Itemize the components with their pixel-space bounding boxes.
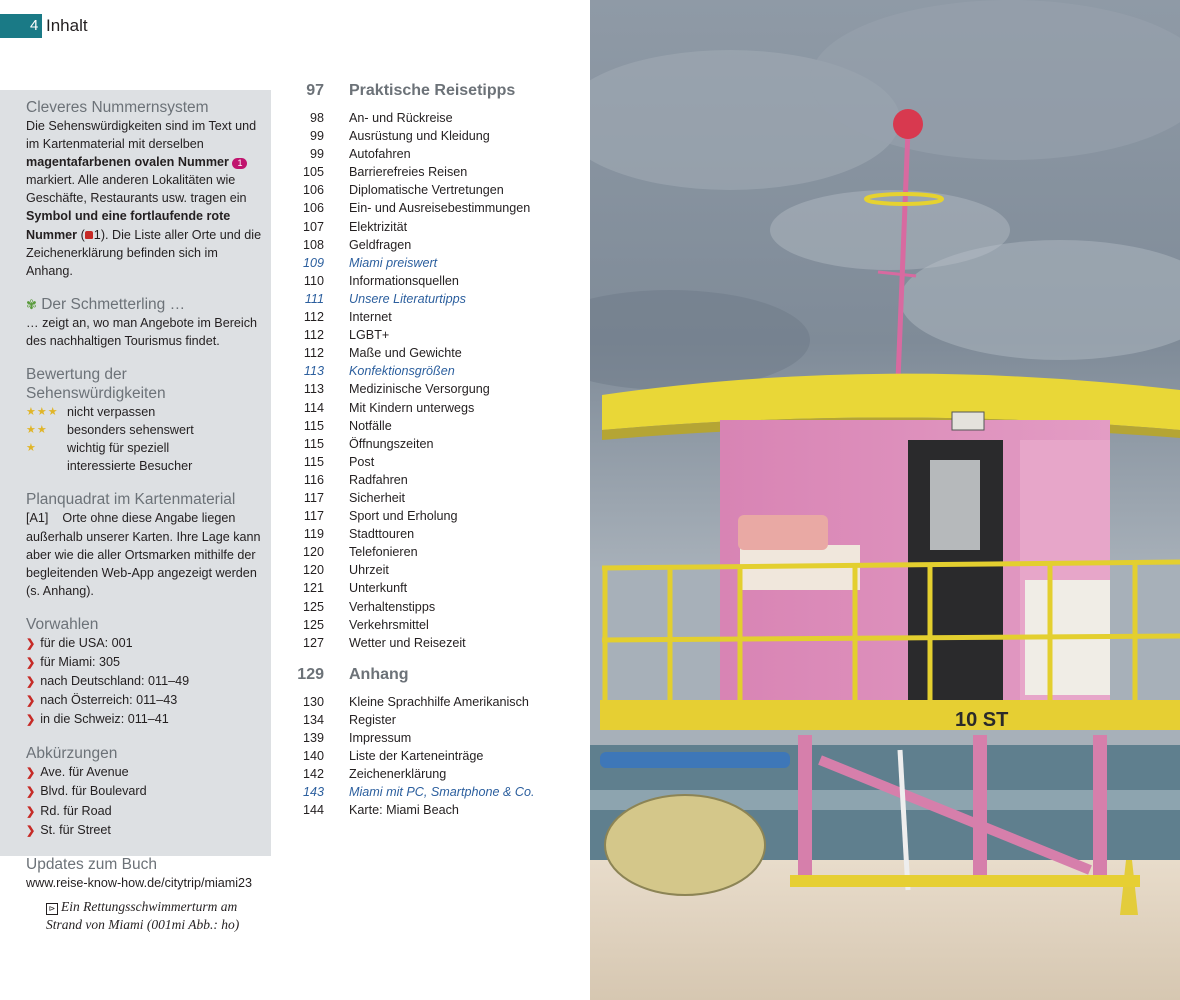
- toc-entry-page: 107: [302, 219, 324, 234]
- numbering-heading: Cleveres Nummernsystem: [26, 99, 209, 116]
- toc-entry[interactable]: [292, 236, 577, 254]
- toc-entry-page: 112: [303, 328, 324, 343]
- toc-entry-label: Unsere Literaturtipps: [349, 291, 466, 306]
- toc-entry-label: Zeichenerklärung: [349, 767, 447, 782]
- grid-text: [26, 509, 263, 599]
- toc-entry-label: Wetter und Reisezeit: [349, 635, 466, 650]
- toc-entry-label: Autofahren: [349, 147, 411, 162]
- grid-description: Orte ohne diese Angabe liegen außerhalb unserer Karten. Ihre Lage kann aber wie die aller Ortsmarken mithilfe der begleitenden Web-App angezeigt werden (s. Anhang).: [26, 511, 261, 598]
- toc-entry[interactable]: [292, 326, 577, 344]
- rating-row: [26, 439, 263, 475]
- numbering-text-2: markiert. Alle anderen Lokalitäten wie Geschäfte, Restaurants usw. tragen ein: [26, 173, 247, 206]
- caption-text: Ein Rettungsschwimmerturm am Strand von Miami (001mi Abb.: ho): [46, 899, 240, 932]
- toc-entry-label: Geldfragen: [349, 237, 412, 252]
- toc-entry[interactable]: [292, 729, 577, 747]
- toc-entry-page: 115: [303, 418, 324, 433]
- toc-entry-label: Miami preiswert: [349, 255, 438, 270]
- section-page: 129: [297, 665, 324, 683]
- toc-entry-page: 144: [302, 803, 324, 818]
- chevron-right-icon: ❯: [26, 676, 36, 689]
- grid-heading: Planquadrat im Kartenmaterial: [26, 491, 236, 509]
- dialing-item-text: nach Österreich: 011–43: [40, 693, 178, 708]
- toc-entry[interactable]: [292, 693, 577, 711]
- rating-heading: Bewertung der Sehenswürdigkeiten: [26, 366, 166, 403]
- dialing-item-text: nach Deutschland: 011–49: [40, 674, 190, 689]
- chevron-right-icon: ❯: [26, 656, 36, 669]
- toc-entry-label: Kleine Sprachhilfe Amerikanisch: [349, 694, 529, 709]
- toc-section-heading: [292, 82, 577, 100]
- toc-entry[interactable]: [292, 801, 577, 819]
- toc-entry[interactable]: [292, 543, 577, 561]
- toc-entry-label: Diplomatische Vertretungen: [349, 183, 504, 198]
- numbering-text-1: Die Sehenswürdigkeiten sind im Text und im Kartenmaterial mit derselben: [26, 119, 257, 152]
- abbreviations-heading: Abkürzungen: [26, 745, 118, 763]
- toc-entry-label: Register: [349, 712, 396, 727]
- abbreviation-text: St. für Street: [40, 822, 111, 837]
- section-page: 97: [306, 82, 324, 99]
- grid-code: [A1]: [26, 511, 49, 526]
- toc-entry-label: Radfahren: [349, 472, 408, 487]
- toc-entry-page: 99: [309, 129, 324, 144]
- toc-entry-label: Notfälle: [349, 418, 392, 433]
- rating-label: nicht verpassen: [67, 405, 156, 420]
- toc-entry[interactable]: [292, 199, 577, 217]
- list-item: [26, 710, 263, 729]
- toc-entry-label: Informationsquellen: [349, 273, 459, 288]
- toc-entry-page: 113: [303, 382, 324, 397]
- toc-entry-label: Verkehrsmittel: [349, 617, 429, 632]
- toc-entry[interactable]: [292, 163, 577, 181]
- toc-entry[interactable]: [292, 181, 577, 199]
- toc-entry-page: 106: [302, 183, 324, 198]
- chevron-right-icon: ❯: [26, 695, 36, 708]
- toc-entry[interactable]: [292, 127, 577, 145]
- toc-entry-page: 130: [302, 694, 324, 709]
- photo-caption: [46, 898, 276, 934]
- toc-entry-page: 121: [302, 581, 324, 596]
- list-item: [26, 821, 263, 840]
- toc-entry-label: Maße und Gewichte: [349, 346, 462, 361]
- shopping-bag-icon: [85, 231, 93, 239]
- toc-entry-page: 117: [303, 490, 324, 505]
- toc-entry[interactable]: [292, 453, 577, 471]
- toc-entry[interactable]: [292, 344, 577, 362]
- toc-entry-label: Impressum: [349, 731, 412, 745]
- rating-row: [26, 403, 263, 421]
- updates-url[interactable]: www.reise-know-how.de/citytrip/miami23: [26, 875, 253, 890]
- list-item: [26, 634, 263, 653]
- toc-entry-page: 143: [302, 785, 324, 800]
- toc-entry-label: Ein- und Ausreisebestimmungen: [349, 201, 531, 216]
- toc-entry-label: Medizinische Versorgung: [349, 382, 490, 397]
- list-item: [26, 691, 263, 710]
- toc-entry-page: 112: [303, 310, 324, 325]
- toc-entry-page: 114: [303, 400, 324, 415]
- toc-entry-page: 115: [303, 454, 324, 469]
- legend-info-box: [0, 90, 271, 890]
- toc-entry[interactable]: [292, 711, 577, 729]
- toc-entry[interactable]: [292, 598, 577, 616]
- star-icon: ★: [26, 442, 37, 455]
- toc-entry-label: Verhaltenstipps: [349, 599, 436, 614]
- star-icon: ★★: [26, 424, 48, 437]
- toc-entry-label: Konfektionsgrößen: [349, 364, 455, 379]
- butterfly-text: … zeigt an, wo man Angebote im Bereich des nachhaltigen Tourismus findet.: [26, 315, 258, 348]
- toc-entry-label: Sicherheit: [349, 490, 406, 505]
- toc-entry-page: 125: [302, 617, 324, 632]
- toc-entry-label: Telefonieren: [349, 545, 418, 560]
- toc-entry-page: 108: [302, 237, 324, 252]
- toc-list-practical: [292, 109, 577, 652]
- toc-entry[interactable]: [292, 765, 577, 783]
- updates-heading: Updates zum Buch: [26, 855, 157, 873]
- toc-entry-label: Karte: Miami Beach: [349, 803, 459, 818]
- toc-entry-page: 109: [302, 255, 324, 270]
- toc-entry-page: 120: [302, 545, 324, 560]
- chevron-right-icon: ❯: [26, 805, 36, 818]
- list-item: [26, 672, 263, 691]
- toc-entry-page: 98: [309, 111, 324, 125]
- toc-entry[interactable]: [292, 380, 577, 398]
- toc-entry[interactable]: [292, 747, 577, 765]
- toc-entry-label: Barrierefreies Reisen: [349, 165, 468, 180]
- toc-entry[interactable]: [292, 362, 577, 380]
- street-sign-text: 10 ST: [955, 709, 1009, 731]
- magenta-marker-icon: 1: [232, 158, 247, 169]
- page-number: 4: [30, 17, 39, 34]
- toc-entry[interactable]: [292, 109, 577, 127]
- toc-entry-label: Öffnungszeiten: [349, 436, 434, 451]
- numbering-text: [26, 117, 263, 280]
- toc-entry-page: 112: [303, 346, 324, 361]
- section-title: Anhang: [349, 665, 409, 683]
- toc-entry[interactable]: [292, 254, 577, 272]
- toc-entry[interactable]: [292, 561, 577, 579]
- toc-entry-label: Mit Kindern unterwegs: [349, 400, 475, 415]
- butterfly-heading: [26, 295, 263, 314]
- toc-entry-page: 117: [303, 509, 324, 524]
- chevron-right-icon: ❯: [26, 714, 36, 727]
- dialing-item-text: in die Schweiz: 011–41: [40, 712, 169, 727]
- toc-entry[interactable]: [292, 471, 577, 489]
- numbering-bold-1: magentafarbenen ovalen Nummer: [26, 155, 229, 170]
- toc-entry-page: 116: [303, 472, 324, 487]
- toc-entry[interactable]: [292, 783, 577, 801]
- page-title: Inhalt: [46, 16, 88, 35]
- list-item: [26, 653, 263, 672]
- chevron-right-icon: ❯: [26, 767, 36, 780]
- list-item: [26, 782, 263, 801]
- lifeguard-tower-photo: [590, 0, 1180, 1000]
- toc-entry-label: Post: [349, 454, 375, 469]
- toc-entry-label: Sport und Erholung: [349, 509, 458, 524]
- toc-entry-page: 125: [302, 599, 324, 614]
- toc-entry[interactable]: [292, 399, 577, 417]
- dialing-item-text: für die USA: 001: [40, 635, 133, 650]
- dialing-list: [26, 634, 263, 729]
- toc-entry[interactable]: [292, 290, 577, 308]
- chevron-right-icon: ❯: [26, 786, 36, 799]
- toc-entry-label: Internet: [349, 310, 392, 325]
- toc-entry-label: LGBT+: [349, 328, 390, 343]
- toc-entry[interactable]: [292, 507, 577, 525]
- toc-entry-page: 105: [302, 165, 324, 180]
- toc-entry[interactable]: [292, 218, 577, 236]
- abbreviation-text: Rd. für Road: [40, 803, 112, 818]
- toc-entry[interactable]: [292, 525, 577, 543]
- dialing-item-text: für Miami: 305: [40, 654, 121, 669]
- toc-entry-label: Liste der Karteneinträge: [349, 749, 484, 764]
- rating-row: [26, 421, 263, 439]
- toc-entry[interactable]: [292, 145, 577, 163]
- toc-entry-label: Unterkunft: [349, 581, 408, 596]
- butterfly-icon: ✾: [26, 296, 37, 312]
- toc-entry-page: 134: [302, 712, 324, 727]
- section-title: Praktische Reisetipps: [349, 82, 516, 99]
- toc-entry[interactable]: [292, 616, 577, 634]
- toc-entry-label: Uhrzeit: [349, 563, 389, 578]
- dialing-heading: Vorwahlen: [26, 615, 99, 633]
- toc-entry[interactable]: [292, 579, 577, 597]
- toc-entry-page: 99: [309, 147, 324, 162]
- chevron-right-icon: ❯: [26, 637, 36, 650]
- toc-entry-page: 140: [302, 749, 324, 764]
- chevron-right-icon: ❯: [26, 824, 36, 837]
- toc-entry-label: Miami mit PC, Smartphone & Co.: [349, 785, 535, 800]
- abbreviation-text: Blvd. für Boulevard: [40, 784, 147, 799]
- star-icon: ★★★: [26, 406, 59, 419]
- toc-entry-page: 127: [302, 635, 324, 650]
- toc-entry-page: 119: [303, 527, 324, 542]
- toc-entry-page: 113: [303, 364, 324, 379]
- toc-entry[interactable]: [292, 435, 577, 453]
- table-of-contents: [292, 82, 577, 819]
- toc-entry-page: 139: [302, 731, 324, 745]
- toc-entry-page: 106: [302, 201, 324, 216]
- rating-label: wichtig für speziell interessierte Besucher: [67, 441, 193, 474]
- abbreviations-list: [26, 763, 263, 839]
- rating-label: besonders sehenswert: [67, 423, 194, 438]
- numbering-bold-2: Symbol und eine fortlaufende rote Nummer: [26, 209, 231, 242]
- toc-entry[interactable]: [292, 417, 577, 435]
- toc-entry[interactable]: [292, 489, 577, 507]
- toc-entry-label: Ausrüstung und Kleidung: [349, 129, 490, 144]
- numbering-text-4: ). Die Liste aller Orte und die Zeichenerklärung befinden sich im Anhang.: [26, 227, 262, 278]
- list-item: [26, 763, 263, 782]
- butterfly-title: Der Schmetterling …: [41, 295, 186, 313]
- toc-entry-page: 142: [302, 767, 324, 782]
- toc-entry-page: 120: [302, 563, 324, 578]
- toc-section-heading: [292, 666, 577, 684]
- toc-entry[interactable]: [292, 634, 577, 652]
- toc-entry-page: 115: [303, 436, 324, 451]
- abbreviation-text: Ave. für Avenue: [40, 765, 129, 780]
- toc-entry-page: 111: [304, 291, 324, 306]
- toc-list-appendix: [292, 693, 577, 820]
- toc-entry[interactable]: [292, 308, 577, 326]
- toc-entry[interactable]: [292, 272, 577, 290]
- toc-entry-label: Stadttouren: [349, 527, 415, 542]
- numbering-text-3: (: [77, 227, 85, 242]
- list-item: [26, 802, 263, 821]
- caption-arrow-icon: ⊳: [46, 903, 58, 915]
- toc-entry-label: Elektrizität: [349, 219, 408, 234]
- red-marker-number: 1: [93, 227, 101, 242]
- toc-entry-page: 110: [303, 273, 324, 288]
- toc-entry-label: An- und Rückreise: [349, 111, 453, 125]
